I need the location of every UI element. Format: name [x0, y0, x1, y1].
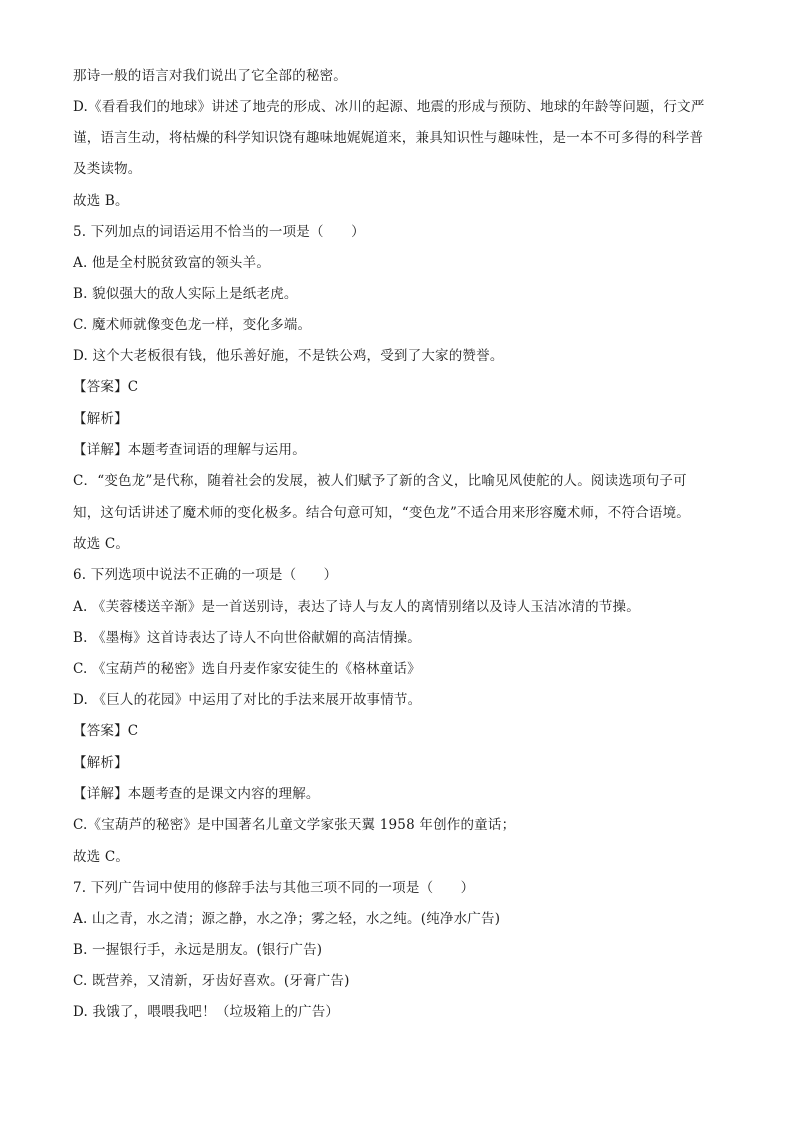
option-b: B. 一握银行手，永远是朋友。(银行广告): [73, 942, 323, 958]
analysis-label: 【解析】: [73, 755, 128, 771]
option-a: A. 山之青，水之清；源之静，水之净；雾之轻，水之纯。(纯净水广告): [73, 911, 501, 927]
text-line: C．“变色龙”是代称，随着社会的发展，被人们赋予了新的含义，比喻见风使舵的人。阅读选项句子可: [73, 473, 687, 489]
detail-line: 【详解】本题考查词语的理解与运用。: [73, 442, 306, 458]
option-d: D. 这个大老板很有钱，他乐善好施，不是铁公鸡，受到了大家的赞誉。: [73, 348, 504, 364]
text-line: 及类读物。: [73, 161, 142, 177]
detail-line: 【详解】本题考查的是课文内容的理解。: [73, 786, 320, 802]
option-c: C. 既营养，又清新，牙齿好喜欢。(牙膏广告): [73, 973, 350, 989]
option-d: D. 《巨人的花园》中运用了对比的手法来展开故事情节。: [73, 692, 422, 708]
option-a: A. 《芙蓉楼送辛渐》是一首送别诗，表达了诗人与友人的离情别绪以及诗人玉洁冰清的节操。: [73, 599, 640, 615]
option-b: B. 貌似强大的敌人实际上是纸老虎。: [73, 286, 298, 302]
answer-label: 【答案】C: [73, 723, 139, 739]
option-b: B. 《墨梅》这首诗表达了诗人不向世俗献媚的高洁情操。: [73, 630, 421, 646]
text-line: 故选 C。: [73, 536, 130, 552]
text-line: 故选 B。: [73, 193, 129, 209]
text-line: C.《宝葫芦的秘密》是中国著名儿童文学家张天翼 1958 年创作的童话；: [73, 817, 516, 833]
text-line: 故选 C。: [73, 849, 130, 865]
question-5: 5. 下列加点的词语运用不恰当的一项是（ ）: [73, 224, 365, 240]
answer-label: 【答案】C: [73, 379, 139, 395]
text-line: D.《看看我们的地球》讲述了地壳的形成、冰川的起源、地震的形成与预防、地球的年龄等问题，行文严: [73, 99, 705, 115]
option-d: D. 我饿了，喂喂我吧！（垃圾箱上的广告）: [73, 1004, 340, 1020]
option-c: C. 魔术师就像变色龙一样，变化多端。: [73, 317, 312, 333]
text-line: 那诗一般的语言对我们说出了它全部的秘密。: [73, 68, 347, 84]
question-7: 7. 下列广告词中使用的修辞手法与其他三项不同的一项是（ ）: [73, 880, 475, 896]
text-line: 谨，语言生动，将枯燥的科学知识饶有趣味地娓娓道来，兼具知识性与趣味性，是一本不可多得的科学普: [73, 130, 704, 146]
analysis-label: 【解析】: [73, 411, 128, 427]
text-line: 知，这句话讲述了魔术师的变化极多。结合句意可知，“变色龙”不适合用来形容魔术师，不符合语境。: [73, 505, 691, 521]
option-c: C. 《宝葫芦的秘密》选自丹麦作家安徒生的《格林童话》: [73, 661, 421, 677]
question-6: 6. 下列选项中说法不正确的一项是（ ）: [73, 567, 338, 583]
option-a: A. 他是全村脱贫致富的领头羊。: [73, 255, 271, 271]
